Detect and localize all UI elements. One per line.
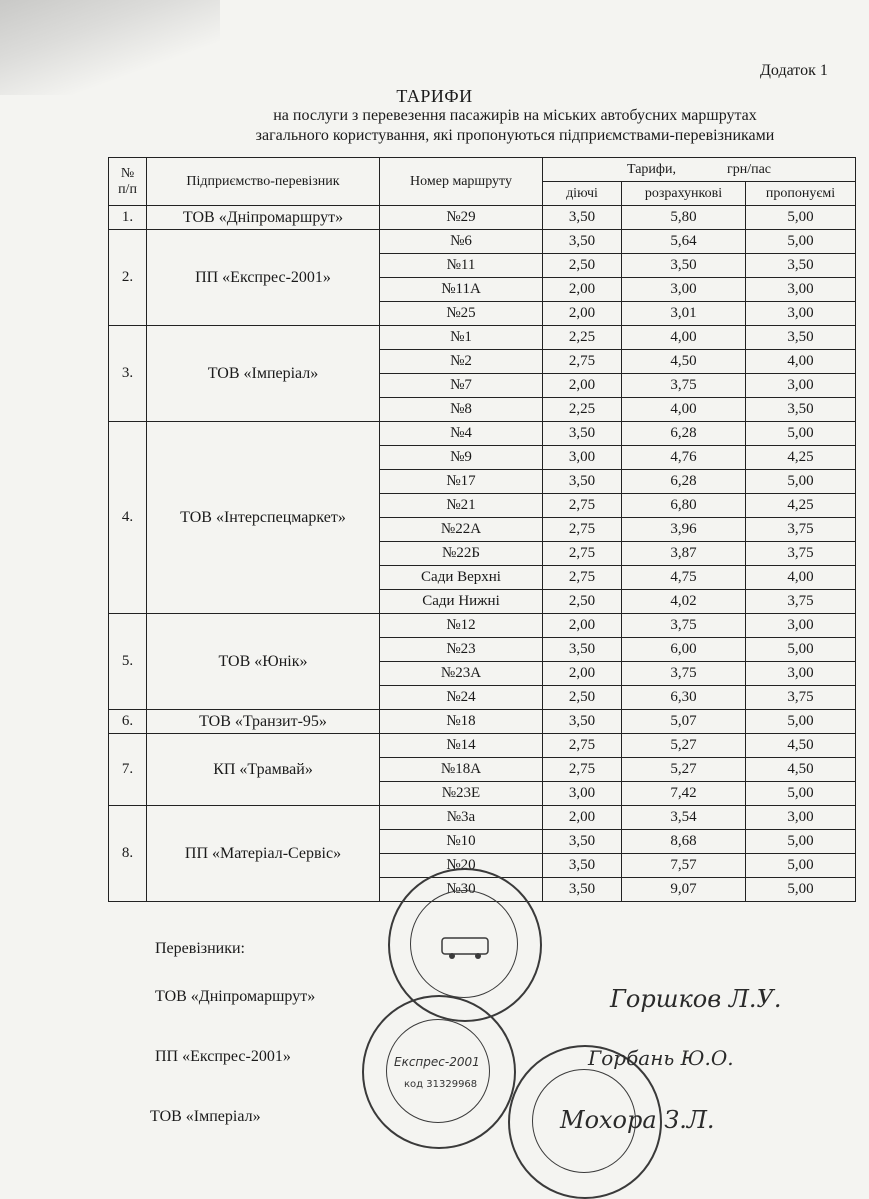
tariff-proposed: 4,25 bbox=[746, 494, 856, 518]
route-number: №23А bbox=[380, 662, 543, 686]
tariff-current: 2,00 bbox=[543, 302, 622, 326]
stamp-title: Експрес-2001 bbox=[394, 1055, 480, 1069]
tariff-current: 2,75 bbox=[543, 518, 622, 542]
header-num-symbol: № bbox=[120, 165, 135, 181]
tariff-calculated: 5,07 bbox=[622, 710, 746, 734]
annex-label: Додаток 1 bbox=[760, 62, 828, 79]
document-title: ТАРИФИ bbox=[396, 86, 473, 106]
tariff-proposed: 5,00 bbox=[746, 878, 856, 902]
bus-emblem-icon bbox=[390, 870, 540, 1020]
tariff-current: 2,75 bbox=[543, 494, 622, 518]
header-num bbox=[109, 158, 147, 206]
tariff-calculated: 3,75 bbox=[622, 614, 746, 638]
route-number: №4 bbox=[380, 422, 543, 446]
tariff-proposed: 3,00 bbox=[746, 662, 856, 686]
subtitle-line: на послуги з перевезення пасажирів на міських автобусних маршрутах bbox=[273, 107, 757, 124]
table-row bbox=[109, 734, 856, 758]
row-number: 6. bbox=[109, 710, 147, 734]
tariff-proposed: 3,75 bbox=[746, 542, 856, 566]
tariff-current: 2,75 bbox=[543, 566, 622, 590]
tariff-calculated: 3,75 bbox=[622, 662, 746, 686]
route-number: №22Б bbox=[380, 542, 543, 566]
route-number: №7 bbox=[380, 374, 543, 398]
tariff-calculated: 4,02 bbox=[622, 590, 746, 614]
tariff-calculated: 6,30 bbox=[622, 686, 746, 710]
tariff-current: 3,00 bbox=[543, 446, 622, 470]
tariff-calculated: 5,64 bbox=[622, 230, 746, 254]
tariff-proposed: 5,00 bbox=[746, 422, 856, 446]
table-row bbox=[109, 230, 856, 254]
tariff-current: 3,50 bbox=[543, 854, 622, 878]
header-tariffs-unit: грн/пас bbox=[726, 161, 772, 177]
route-number: №22А bbox=[380, 518, 543, 542]
tariff-current: 3,50 bbox=[543, 710, 622, 734]
route-number: №8 bbox=[380, 398, 543, 422]
tariff-proposed: 3,75 bbox=[746, 686, 856, 710]
tariff-current: 3,50 bbox=[543, 422, 622, 446]
table-header bbox=[109, 158, 856, 206]
company-name: ПП «Експрес-2001» bbox=[147, 230, 380, 326]
tariff-calculated: 5,80 bbox=[622, 206, 746, 230]
tariff-calculated: 4,76 bbox=[622, 446, 746, 470]
route-number: №9 bbox=[380, 446, 543, 470]
tariff-calculated: 4,50 bbox=[622, 350, 746, 374]
row-number: 1. bbox=[109, 206, 147, 230]
tariff-current: 2,75 bbox=[543, 734, 622, 758]
route-number: Сади Верхні bbox=[380, 566, 543, 590]
tariff-current: 3,00 bbox=[543, 782, 622, 806]
row-number: 4. bbox=[109, 422, 147, 614]
company-name: ТОВ «Дніпромаршрут» bbox=[147, 206, 380, 230]
tariff-calculated: 6,00 bbox=[622, 638, 746, 662]
tariff-proposed: 5,00 bbox=[746, 830, 856, 854]
company-name: ТОВ «Юнік» bbox=[147, 614, 380, 710]
table-row bbox=[109, 206, 856, 230]
tariff-calculated: 4,00 bbox=[622, 326, 746, 350]
route-number: №11 bbox=[380, 254, 543, 278]
stamp-express-2001 bbox=[362, 995, 516, 1149]
row-number: 8. bbox=[109, 806, 147, 902]
header-route: Номер маршруту bbox=[380, 158, 543, 206]
route-number: №17 bbox=[380, 470, 543, 494]
tariff-calculated: 7,57 bbox=[622, 854, 746, 878]
tariff-proposed: 5,00 bbox=[746, 230, 856, 254]
tariff-calculated: 5,27 bbox=[622, 758, 746, 782]
tariff-proposed: 5,00 bbox=[746, 710, 856, 734]
tariff-current: 3,50 bbox=[543, 470, 622, 494]
tariff-calculated: 4,00 bbox=[622, 398, 746, 422]
tariff-calculated: 6,28 bbox=[622, 422, 746, 446]
route-number: №14 bbox=[380, 734, 543, 758]
table-body bbox=[109, 206, 856, 902]
route-number: №11А bbox=[380, 278, 543, 302]
header-company: Підприємство-перевізник bbox=[147, 158, 380, 206]
tariff-calculated: 3,54 bbox=[622, 806, 746, 830]
carriers-label: Перевізники: bbox=[155, 940, 245, 957]
tariff-current: 3,50 bbox=[543, 638, 622, 662]
table-row bbox=[109, 326, 856, 350]
tariff-proposed: 3,50 bbox=[746, 326, 856, 350]
route-number: №29 bbox=[380, 206, 543, 230]
row-number: 7. bbox=[109, 734, 147, 806]
company-name: ПП «Матеріал-Сервіс» bbox=[147, 806, 380, 902]
tariff-current: 3,50 bbox=[543, 878, 622, 902]
route-number: №18А bbox=[380, 758, 543, 782]
route-number: №30 bbox=[380, 878, 543, 902]
tariff-calculated: 3,87 bbox=[622, 542, 746, 566]
signatory-company: ТОВ «Дніпромаршрут» bbox=[155, 988, 316, 1005]
tariff-calculated: 8,68 bbox=[622, 830, 746, 854]
tariff-proposed: 3,75 bbox=[746, 518, 856, 542]
table-row bbox=[109, 614, 856, 638]
header-tariffs bbox=[543, 158, 856, 182]
stamp-code: код 31329968 bbox=[404, 1079, 478, 1090]
route-number: №24 bbox=[380, 686, 543, 710]
route-number: №23 bbox=[380, 638, 543, 662]
tariff-current: 2,00 bbox=[543, 662, 622, 686]
tariff-calculated: 9,07 bbox=[622, 878, 746, 902]
company-name: КП «Трамвай» bbox=[147, 734, 380, 806]
route-number: №12 bbox=[380, 614, 543, 638]
company-name: ТОВ «Імперіал» bbox=[147, 326, 380, 422]
tariff-current: 2,75 bbox=[543, 758, 622, 782]
tariff-proposed: 4,50 bbox=[746, 758, 856, 782]
route-number: №2 bbox=[380, 350, 543, 374]
company-name: ТОВ «Інтерспецмаркет» bbox=[147, 422, 380, 614]
tariffs-table bbox=[108, 157, 856, 902]
tariff-calculated: 3,75 bbox=[622, 374, 746, 398]
tariff-proposed: 3,50 bbox=[746, 254, 856, 278]
company-name: ТОВ «Транзит-95» bbox=[147, 710, 380, 734]
tariff-current: 2,75 bbox=[543, 542, 622, 566]
tariff-proposed: 4,50 bbox=[746, 734, 856, 758]
table-row bbox=[109, 422, 856, 446]
tariff-calculated: 3,96 bbox=[622, 518, 746, 542]
route-number: №6 bbox=[380, 230, 543, 254]
tariff-calculated: 4,75 bbox=[622, 566, 746, 590]
header-tariffs-label: Тарифи, bbox=[626, 161, 676, 177]
tariff-proposed: 5,00 bbox=[746, 470, 856, 494]
tariff-proposed: 5,00 bbox=[746, 638, 856, 662]
tariff-proposed: 3,00 bbox=[746, 302, 856, 326]
tariff-calculated: 7,42 bbox=[622, 782, 746, 806]
route-number: №18 bbox=[380, 710, 543, 734]
tariff-current: 2,50 bbox=[543, 254, 622, 278]
tariff-proposed: 5,00 bbox=[746, 782, 856, 806]
tariff-calculated: 3,01 bbox=[622, 302, 746, 326]
tariff-current: 2,75 bbox=[543, 350, 622, 374]
signature-image: Мохора З.Л. bbox=[560, 1106, 715, 1134]
tariff-proposed: 3,00 bbox=[746, 614, 856, 638]
tariff-current: 3,50 bbox=[543, 830, 622, 854]
tariff-calculated: 3,00 bbox=[622, 278, 746, 302]
tariff-proposed: 3,00 bbox=[746, 374, 856, 398]
route-number: №10 bbox=[380, 830, 543, 854]
stamp-inner-ring bbox=[386, 1019, 490, 1123]
tariff-proposed: 4,25 bbox=[746, 446, 856, 470]
tariff-calculated: 6,28 bbox=[622, 470, 746, 494]
route-number: №20 bbox=[380, 854, 543, 878]
tariff-current: 2,50 bbox=[543, 686, 622, 710]
row-number: 2. bbox=[109, 230, 147, 326]
scan-shadow bbox=[0, 0, 220, 95]
header-calculated: розрахункові bbox=[622, 182, 746, 206]
tariff-calculated: 6,80 bbox=[622, 494, 746, 518]
tariff-current: 3,50 bbox=[543, 206, 622, 230]
route-number: Сади Нижні bbox=[380, 590, 543, 614]
table-row bbox=[109, 806, 856, 830]
tariff-calculated: 3,50 bbox=[622, 254, 746, 278]
header-current: діючі bbox=[543, 182, 622, 206]
route-number: №21 bbox=[380, 494, 543, 518]
tariff-proposed: 4,00 bbox=[746, 350, 856, 374]
header-num-abbr: п/п bbox=[118, 181, 137, 197]
tariff-current: 2,25 bbox=[543, 398, 622, 422]
signature-image: Горшков Л.У. bbox=[610, 985, 782, 1013]
tariff-proposed: 5,00 bbox=[746, 854, 856, 878]
tariff-current: 2,00 bbox=[543, 374, 622, 398]
tariff-proposed: 4,00 bbox=[746, 566, 856, 590]
tariff-proposed: 3,75 bbox=[746, 590, 856, 614]
subtitle-line: загального користування, які пропонуються підприємствами-перевізниками bbox=[255, 127, 775, 144]
tariff-current: 2,25 bbox=[543, 326, 622, 350]
tariff-current: 2,00 bbox=[543, 278, 622, 302]
signatory-company: ПП «Експрес-2001» bbox=[155, 1048, 291, 1065]
table-row bbox=[109, 710, 856, 734]
tariff-calculated: 5,27 bbox=[622, 734, 746, 758]
tariff-proposed: 3,00 bbox=[746, 278, 856, 302]
signatory-company: ТОВ «Імперіал» bbox=[150, 1108, 261, 1125]
tariff-current: 3,50 bbox=[543, 230, 622, 254]
tariff-proposed: 3,50 bbox=[746, 398, 856, 422]
route-number: №1 bbox=[380, 326, 543, 350]
tariff-current: 2,00 bbox=[543, 806, 622, 830]
tariff-current: 2,00 bbox=[543, 614, 622, 638]
signature-image: Горбань Ю.О. bbox=[588, 1046, 734, 1070]
tariff-proposed: 3,00 bbox=[746, 806, 856, 830]
route-number: №3а bbox=[380, 806, 543, 830]
header-proposed: пропонуємі bbox=[746, 182, 856, 206]
row-number: 3. bbox=[109, 326, 147, 422]
document-subtitle bbox=[165, 106, 865, 146]
tariff-current: 2,50 bbox=[543, 590, 622, 614]
route-number: №25 bbox=[380, 302, 543, 326]
route-number: №23Е bbox=[380, 782, 543, 806]
tariff-proposed: 5,00 bbox=[746, 206, 856, 230]
row-number: 5. bbox=[109, 614, 147, 710]
